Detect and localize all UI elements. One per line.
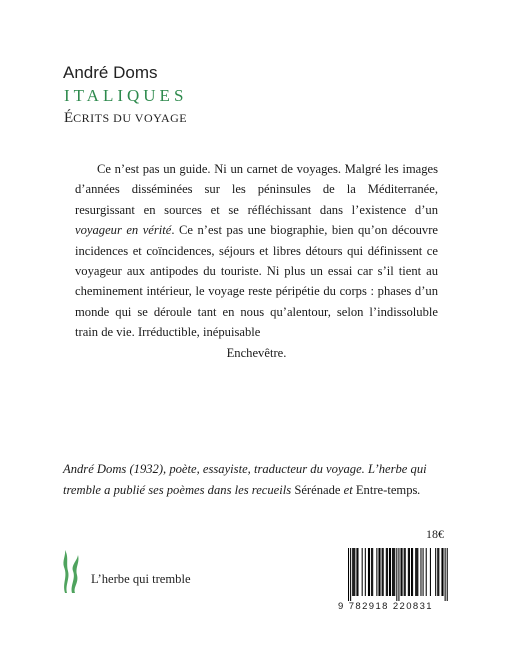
barcode-bar bbox=[348, 548, 349, 601]
barcode-bar bbox=[411, 548, 412, 596]
barcode-bar bbox=[356, 548, 357, 596]
barcode-bar bbox=[415, 548, 416, 596]
barcode-bar bbox=[386, 548, 387, 596]
barcode-bar bbox=[420, 548, 421, 596]
barcode-bar bbox=[402, 548, 403, 596]
barcode-bar bbox=[350, 548, 351, 601]
barcode-bar bbox=[441, 548, 442, 596]
barcode-icon bbox=[338, 548, 455, 614]
barcode-bar bbox=[417, 548, 418, 596]
blurb-last-line: Enchevêtre. bbox=[226, 345, 287, 360]
barcode-bar bbox=[390, 548, 391, 596]
barcode-bar bbox=[369, 548, 370, 596]
barcode-bar bbox=[389, 548, 390, 596]
grass-blades-icon bbox=[60, 549, 82, 595]
blurb-part-1: Ce n’est pas un guide. Ni un carnet de voyages. Malgré les images d’années disséminées sur les péninsules de la Méditerranée, resurgissant en sources et se réfléchissant dans l’existence d’un bbox=[75, 162, 438, 217]
barcode-bar bbox=[445, 548, 446, 601]
price-label: 18€ bbox=[426, 527, 444, 541]
barcode-bar bbox=[354, 548, 355, 596]
subtitle-initial: É bbox=[64, 110, 74, 126]
publisher-name: L’herbe qui tremble bbox=[91, 572, 191, 586]
barcode-bar bbox=[372, 548, 373, 596]
back-cover-blurb bbox=[75, 159, 438, 363]
blurb-italic: voyageur en vérité bbox=[75, 223, 172, 238]
book-subtitle bbox=[64, 110, 187, 127]
barcode-bar bbox=[398, 548, 399, 601]
barcode-bar bbox=[430, 548, 431, 596]
barcode-bar bbox=[371, 548, 372, 596]
author-name: André Doms bbox=[63, 63, 158, 82]
bio-book-1: Sérénade bbox=[294, 483, 341, 497]
barcode-bar bbox=[378, 548, 379, 596]
barcode-bar bbox=[387, 548, 388, 596]
barcode-bar bbox=[368, 548, 369, 596]
barcode-bar bbox=[447, 548, 448, 601]
barcode-bar bbox=[380, 548, 381, 596]
barcode-bar bbox=[376, 548, 377, 596]
barcode-bar bbox=[396, 548, 397, 601]
barcode-bar bbox=[382, 548, 383, 596]
isbn-digits: 9 782918 220831 bbox=[338, 601, 433, 612]
barcode-bar bbox=[435, 548, 436, 596]
blurb-part-2: . Ce n’est pas une biographie, bien qu’on découvre incidences et coïncidences, séjours et libres détours qui définissent ce voyageur aux antipodes du touriste. Ni plus un essai car s’il tient au cheminement intérieur, le voyage reste péripétie du corps : phases d’un monde qui se déroule tant en nous qu’alentour, selon l’indissoluble train de vie. Irréductible, inépuisable bbox=[75, 223, 438, 340]
barcode-bar bbox=[416, 548, 417, 596]
barcode-bar bbox=[438, 548, 439, 596]
book-title: ITALIQUES bbox=[64, 86, 188, 105]
barcode-bar bbox=[401, 548, 402, 596]
barcode-bar bbox=[362, 548, 363, 596]
barcode-bar bbox=[353, 548, 354, 596]
bio-part-2: et bbox=[340, 483, 356, 497]
barcode-bar bbox=[409, 548, 410, 596]
barcode-bar bbox=[365, 548, 366, 596]
barcode-bar bbox=[408, 548, 409, 596]
barcode-bar bbox=[393, 548, 394, 596]
author-bio bbox=[63, 459, 443, 501]
barcode-bar bbox=[423, 548, 424, 596]
barcode-bar bbox=[357, 548, 358, 596]
subtitle-rest: CRITS DU VOYAGE bbox=[73, 111, 188, 125]
barcode-bar bbox=[412, 548, 413, 596]
barcode-bar bbox=[383, 548, 384, 596]
barcode-bar bbox=[437, 548, 438, 596]
barcode-bar bbox=[352, 548, 353, 596]
barcode-bar bbox=[404, 548, 405, 596]
bio-book-2: Entre-temps bbox=[355, 483, 418, 497]
barcode-bar bbox=[426, 548, 427, 596]
barcode-bar bbox=[443, 548, 444, 596]
barcode-bar bbox=[394, 548, 395, 596]
barcode-bar bbox=[392, 548, 393, 596]
barcode-bar bbox=[405, 548, 406, 596]
bio-part-3: . bbox=[417, 483, 421, 497]
barcode-bars bbox=[338, 548, 455, 601]
bio-part-1: André Doms (1932), poète, essayiste, traducteur du voyage. L’herbe qui tremble a publié ses poèmes dans les recueils bbox=[63, 462, 427, 497]
